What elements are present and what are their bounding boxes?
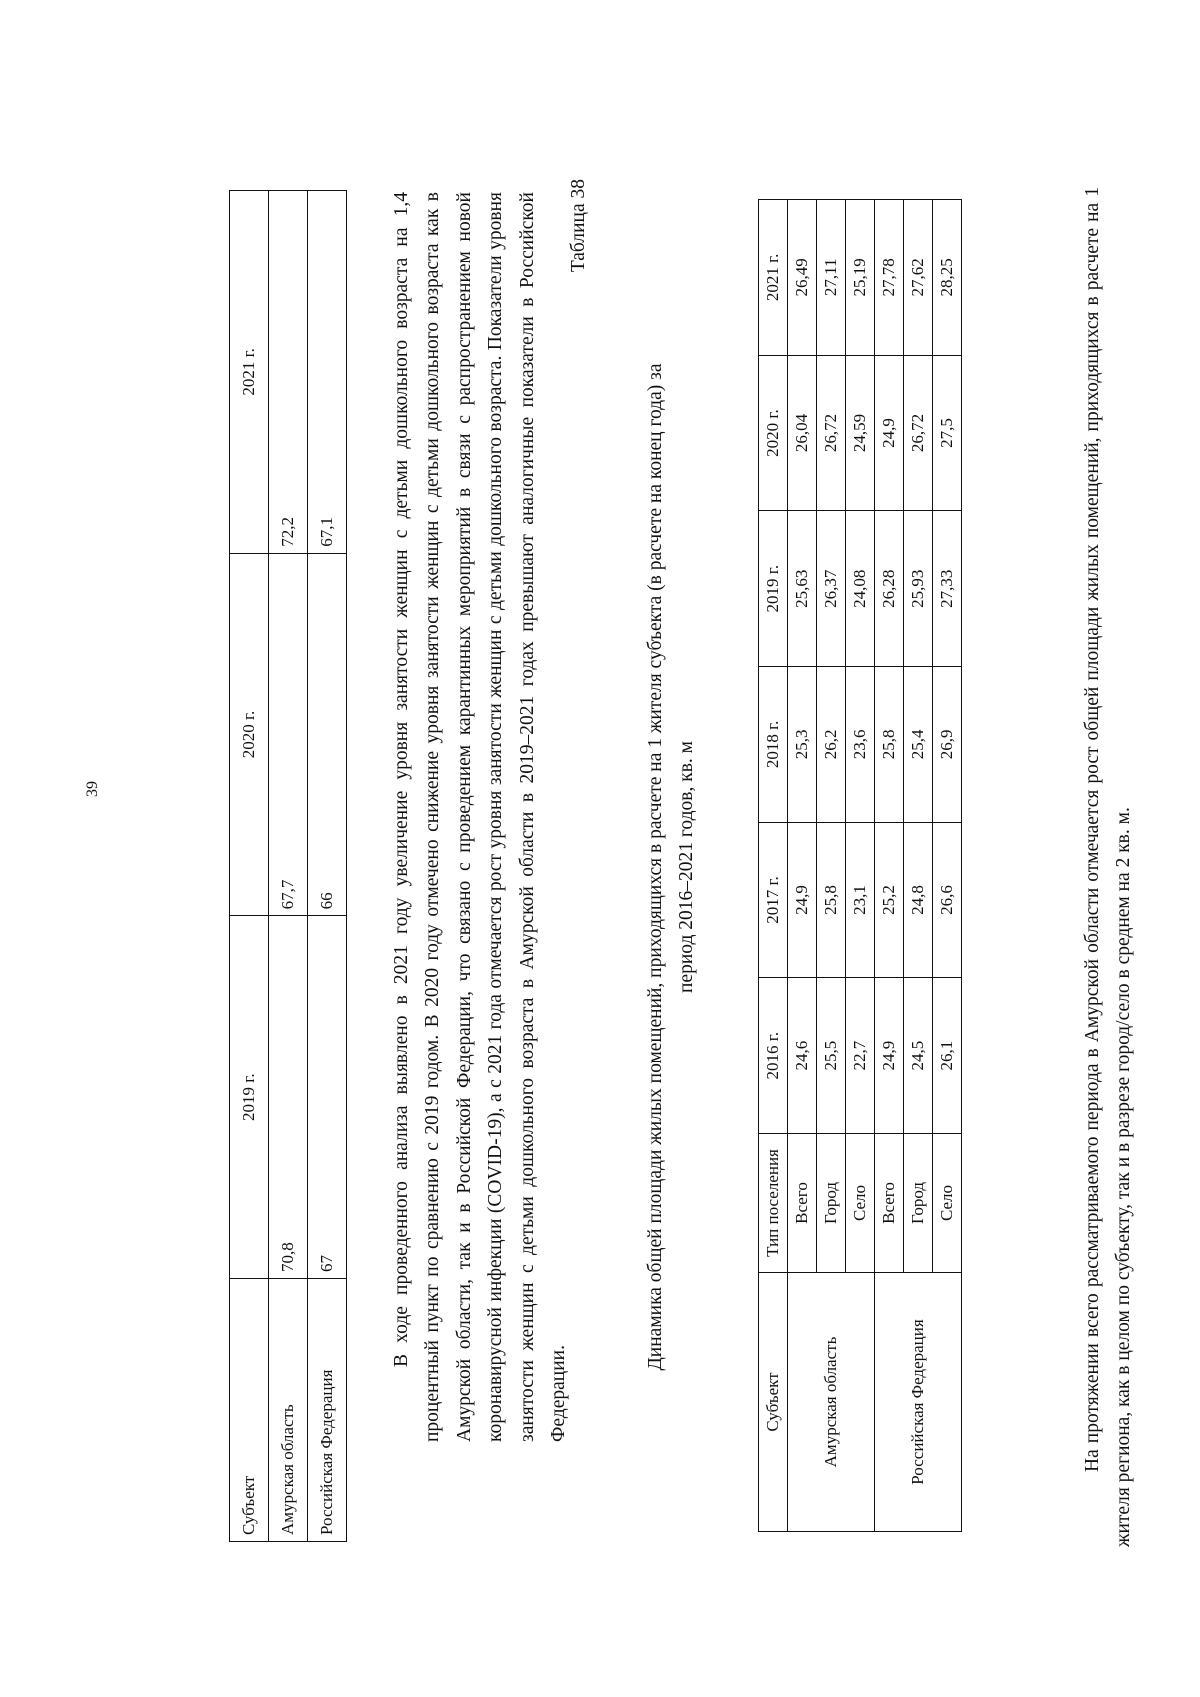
table-cell: 26,6: [933, 822, 962, 978]
table-cell: 67: [308, 916, 347, 1279]
column-header: 2019 г.: [230, 916, 269, 1279]
table-cell: 26,49: [788, 200, 817, 356]
table-row: [788, 200, 817, 1532]
table-title: [640, 202, 702, 1532]
table-cell: 27,33: [933, 511, 962, 667]
paragraph-housing-analysis: На протяжении всего рассматриваемого периода в Амурской области отмечается рост общей площади жилых помещений, приходящихся в расчете на 1 жителя региона, как в целом по субъекту, так и в разрезе город/село в среднем на 2 кв. м.: [1081, 187, 1134, 1547]
settlement-type: Всего: [875, 1134, 904, 1273]
table-header-row: [230, 191, 269, 1542]
table-cell: 27,11: [817, 200, 846, 356]
table-cell: 25,4: [904, 667, 933, 823]
table-cell: 25,8: [817, 822, 846, 978]
column-header: 2018 г.: [759, 667, 788, 823]
table-cell: 25,63: [788, 511, 817, 667]
table-cell: 27,62: [904, 200, 933, 356]
settlement-type: Село: [846, 1134, 875, 1273]
table-cell: 26,28: [875, 511, 904, 667]
table-cell: 72,2: [269, 191, 308, 554]
table-cell: 24,9: [875, 978, 904, 1134]
column-header: Субъект: [230, 1279, 269, 1542]
row-subject: Российская Федерация: [308, 1279, 347, 1542]
table-cell: 24,9: [875, 355, 904, 511]
table-cell: 25,8: [875, 667, 904, 823]
table-cell: 25,2: [875, 822, 904, 978]
table-cell: 28,25: [933, 200, 962, 356]
settlement-type: Село: [933, 1134, 962, 1273]
table-row: [308, 191, 347, 1542]
table-row: [269, 191, 308, 1542]
column-header: Тип поселения: [759, 1134, 788, 1273]
column-header: 2017 г.: [759, 822, 788, 978]
column-header: 2021 г.: [759, 200, 788, 356]
table-title-line: Динамика общей площади жилых помещений, приходящихся в расчете на 1 жителя субъекта (в расчете на конец года) за: [645, 363, 666, 1371]
table-cell: 23,1: [846, 822, 875, 978]
settlement-type: Город: [904, 1134, 933, 1273]
table-cell: 24,9: [788, 822, 817, 978]
table-cell: 24,59: [846, 355, 875, 511]
table-caption: Таблица 38: [568, 179, 589, 273]
paragraph-employment-analysis: В ходе проведенного анализа выявлено в 2021 году увеличение уровня занятости женщин с детьми дошкольного возраста на 1,4 процентный пункт по сравнению с 2019 годом. В 2020 году отмечено снижение уровня занятости женщин с детьми дошкольного возраста как в Амурской области, так и в Российской Федерации, что связано с проведением карантинных мероприятий в связи с распространением новой коронавирусной инфекции (COVID-19), а с 2021 года отмечается рост уровня занятости женщин с детьми дошкольного возраста. Показатели уровня занятости женщин с детьми дошкольного возраста в Амурской области в 2019–2021 годах превышают аналогичные показатели в Российской Федерации.: [390, 192, 569, 1442]
table-cell: 26,04: [788, 355, 817, 511]
table-cell: 67,1: [308, 191, 347, 554]
table-cell: 26,2: [817, 667, 846, 823]
table-cell: 22,7: [846, 978, 875, 1134]
table-cell: 26,72: [904, 355, 933, 511]
table-cell: 23,6: [846, 667, 875, 823]
column-header: 2020 г.: [759, 355, 788, 511]
table-cell: 25,93: [904, 511, 933, 667]
table-cell: 26,9: [933, 667, 962, 823]
table-cell: 27,5: [933, 355, 962, 511]
row-subject: Амурская область: [269, 1279, 308, 1542]
table-cell: 25,3: [788, 667, 817, 823]
settlement-type: Всего: [788, 1134, 817, 1273]
column-header: Субъект: [759, 1273, 788, 1532]
table-cell: 26,1: [933, 978, 962, 1134]
table-cell: 25,5: [817, 978, 846, 1134]
table-row: [875, 200, 904, 1532]
table-cell: 24,5: [904, 978, 933, 1134]
column-header: 2016 г.: [759, 978, 788, 1134]
table-cell: 25,19: [846, 200, 875, 356]
table-title-line: период 2016–2021 годов, кв. м: [676, 741, 697, 993]
table-cell: 67,7: [269, 553, 308, 916]
table-cell: 66: [308, 553, 347, 916]
table-cell: 70,8: [269, 916, 308, 1279]
row-subject: Амурская область: [788, 1273, 875, 1532]
column-header: 2020 г.: [230, 553, 269, 916]
housing-area-table: [758, 199, 962, 1532]
employment-table: [229, 190, 347, 1542]
table-cell: 24,8: [904, 822, 933, 978]
table-cell: 26,72: [817, 355, 846, 511]
table-cell: 24,08: [846, 511, 875, 667]
table-header-row: [759, 200, 788, 1532]
row-subject: Российская Федерация: [875, 1273, 962, 1532]
column-header: 2019 г.: [759, 511, 788, 667]
column-header: 2021 г.: [230, 191, 269, 554]
settlement-type: Город: [817, 1134, 846, 1273]
page-number: 39: [84, 781, 101, 797]
table-cell: 26,37: [817, 511, 846, 667]
table-cell: 24,6: [788, 978, 817, 1134]
table-cell: 27,78: [875, 200, 904, 356]
